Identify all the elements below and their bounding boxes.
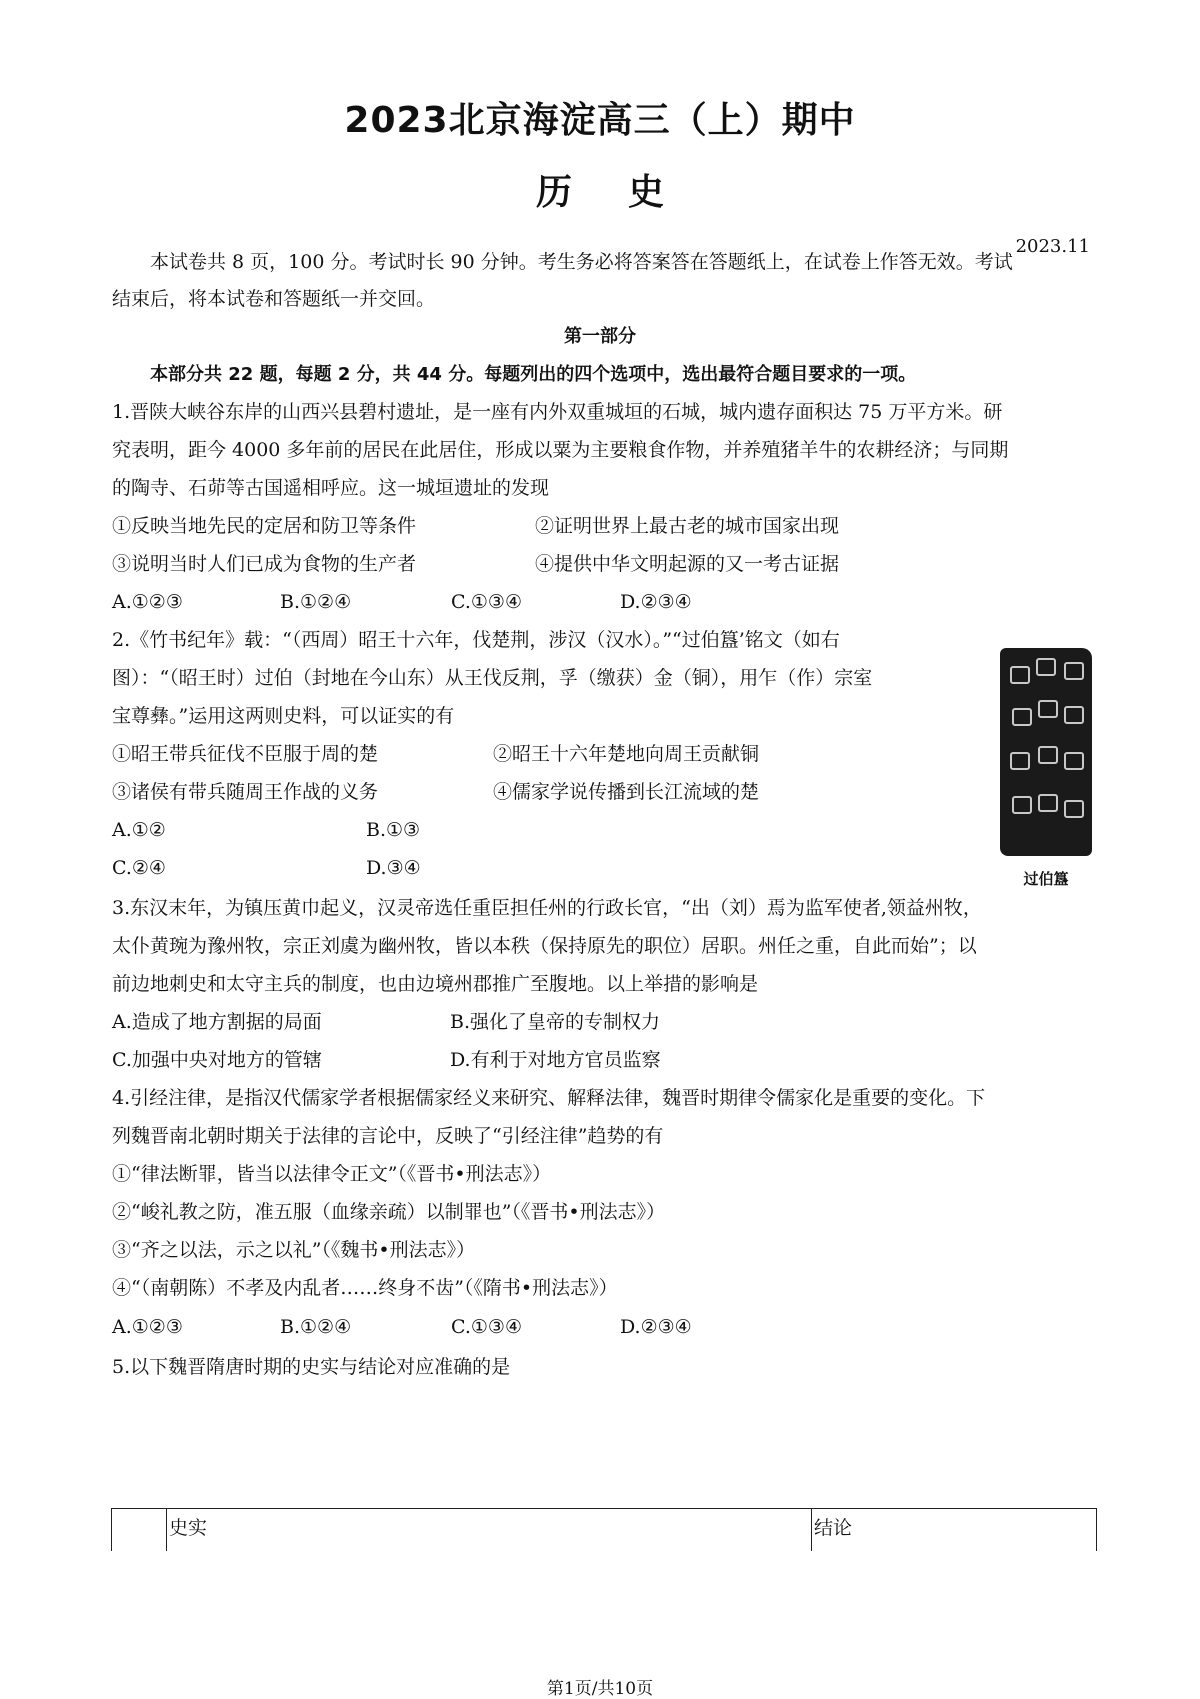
q1-stem-line-3: 的陶寺、石茆等古国遥相呼应。这一城垣遗址的发现 bbox=[112, 477, 550, 499]
q1-stem-line-1: 1.晋陕大峡谷东岸的山西兴县碧村遗址，是一座有内外双重城垣的石城，城内遗存面积达 75 万平方米。研 bbox=[112, 401, 1003, 423]
inscription-glyph bbox=[1064, 800, 1084, 818]
q4-option-c: C.①③④ bbox=[451, 1316, 522, 1338]
q1-item-3: ③说明当时人们已成为食物的生产者 bbox=[112, 553, 417, 575]
inscription-glyph bbox=[1012, 708, 1032, 726]
inscription-glyph bbox=[1010, 666, 1030, 684]
q2-option-b: B.①③ bbox=[366, 819, 421, 841]
q3-stem-line-1: 3.东汉末年，为镇压黄巾起义，汉灵帝选任重臣担任州的行政长官，“出（刘）焉为监军使者,领益州牧， bbox=[112, 897, 982, 919]
intro-line-1: 本试卷共 8 页，100 分。考试时长 90 分钟。考生务必将答案答在答题纸上，在试卷上作答无效。考试 bbox=[150, 251, 1013, 273]
q1-item-1: ①反映当地先民的定居和防卫等条件 bbox=[112, 515, 417, 537]
table-header-row bbox=[112, 1509, 1097, 1552]
inscription-glyph bbox=[1012, 796, 1032, 814]
part-heading: 第一部分 bbox=[564, 326, 636, 347]
q2-option-d: D.③④ bbox=[366, 857, 421, 879]
intro-line-2: 结束后，将本试卷和答题纸一并交回。 bbox=[112, 288, 436, 310]
q5-stem: 5.以下魏晋隋唐时期的史实与结论对应准确的是 bbox=[112, 1356, 511, 1378]
q4-item-3: ③“齐之以法，示之以礼”（《魏书•刑法志》） bbox=[112, 1239, 476, 1261]
inscription-glyph bbox=[1010, 752, 1030, 770]
table-header-cell: 结论 bbox=[812, 1509, 1097, 1552]
q2-option-c: C.②④ bbox=[112, 857, 166, 879]
q1-stem-line-2: 究表明，距今 4000 多年前的居民在此居住，形成以粟为主要粮食作物，并养殖猪羊牛的农耕经济；与同期 bbox=[112, 439, 1009, 461]
q1-option-c: C.①③④ bbox=[451, 591, 522, 613]
q2-stem-line-1: 2.《竹书纪年》载：“（西周）昭王十六年，伐楚荆，涉汉（汉水）。”“过伯簋’铭文（如右 bbox=[112, 629, 840, 651]
q4-stem-line-2: 列魏晋南北朝时期关于法律的言论中，反映了“引经注律”趋势的有 bbox=[112, 1125, 664, 1147]
inscription-glyph bbox=[1038, 746, 1058, 764]
q2-item-3: ③诸侯有带兵随周王作战的义务 bbox=[112, 781, 379, 803]
q3-stem-line-2: 太仆黄琬为豫州牧，宗正刘虞为幽州牧，皆以本秩（保持原先的职位）居职。州任之重，自此而始”；以 bbox=[112, 935, 977, 957]
q3-option-d: D.有利于对地方官员监察 bbox=[450, 1049, 661, 1071]
q4-item-1: ①“律法断罪，皆当以法律令正文”（《晋书•刑法志》） bbox=[112, 1163, 552, 1185]
bronze-inscription-image bbox=[1000, 648, 1092, 856]
q3-option-b: B.强化了皇帝的专制权力 bbox=[450, 1011, 661, 1033]
q1-option-a: A.①②③ bbox=[112, 591, 183, 613]
inscription-glyph bbox=[1036, 658, 1056, 676]
q2-item-1: ①昭王带兵征伐不臣服于周的楚 bbox=[112, 743, 379, 765]
inscription-glyph bbox=[1038, 794, 1058, 812]
q3-option-c: C.加强中央对地方的管辖 bbox=[112, 1049, 322, 1071]
exam-date: 2023.11 bbox=[1015, 236, 1090, 257]
q2-stem-line-2: 图）：“（昭王时）过伯（封地在今山东）从王伐反荆，孚（缴获）金（铜），用乍（作）宗室 bbox=[112, 667, 873, 689]
inscription-glyph bbox=[1064, 706, 1084, 724]
q5-table bbox=[111, 1508, 1097, 1551]
page-footer: 第1页/共10页 bbox=[546, 1679, 654, 1699]
inscription-glyph bbox=[1064, 662, 1084, 680]
q4-option-a: A.①②③ bbox=[112, 1316, 183, 1338]
inscription-glyph bbox=[1038, 700, 1058, 718]
q3-stem-line-3: 前边地刺史和太守主兵的制度，也由边境州郡推广至腹地。以上举措的影响是 bbox=[112, 973, 759, 995]
inscription-caption: 过伯簋 bbox=[1023, 870, 1069, 888]
subject-title: 历史 bbox=[535, 172, 720, 213]
exam-title: 2023北京海淀高三（上）期中 bbox=[344, 100, 856, 141]
q1-item-2: ②证明世界上最古老的城市国家出现 bbox=[535, 515, 840, 537]
q1-option-b: B.①②④ bbox=[280, 591, 352, 613]
q4-item-2: ②“峻礼教之防，准五服（血缘亲疏）以制罪也”（《晋书•刑法志》） bbox=[112, 1201, 666, 1223]
inscription-glyph bbox=[1064, 752, 1084, 770]
q2-item-2: ②昭王十六年楚地向周王贡献铜 bbox=[493, 743, 760, 765]
q1-item-4: ④提供中华文明起源的又一考古证据 bbox=[535, 553, 840, 575]
q4-stem-line-1: 4.引经注律，是指汉代儒家学者根据儒家经义来研究、解释法律，魏晋时期律令儒家化是重要的变化。下 bbox=[112, 1087, 986, 1109]
table-header-cell: 史实 bbox=[167, 1509, 812, 1552]
table-header-cell bbox=[112, 1509, 167, 1552]
q3-option-a: A.造成了地方割据的局面 bbox=[112, 1011, 322, 1033]
q2-item-4: ④儒家学说传播到长江流域的楚 bbox=[493, 781, 760, 803]
q2-option-a: A.①② bbox=[112, 819, 166, 841]
part-instructions: 本部分共 22 题，每题 2 分，共 44 分。每题列出的四个选项中，选出最符合题目要求的一项。 bbox=[150, 364, 917, 385]
q4-option-d: D.②③④ bbox=[620, 1316, 692, 1338]
q1-option-d: D.②③④ bbox=[620, 591, 692, 613]
q2-stem-line-3: 宝尊彝。”运用这两则史料，可以证实的有 bbox=[112, 705, 455, 727]
q4-option-b: B.①②④ bbox=[280, 1316, 352, 1338]
q4-item-4: ④“（南朝陈）不孝及内乱者……终身不齿”（《隋书•刑法志》） bbox=[112, 1277, 618, 1299]
